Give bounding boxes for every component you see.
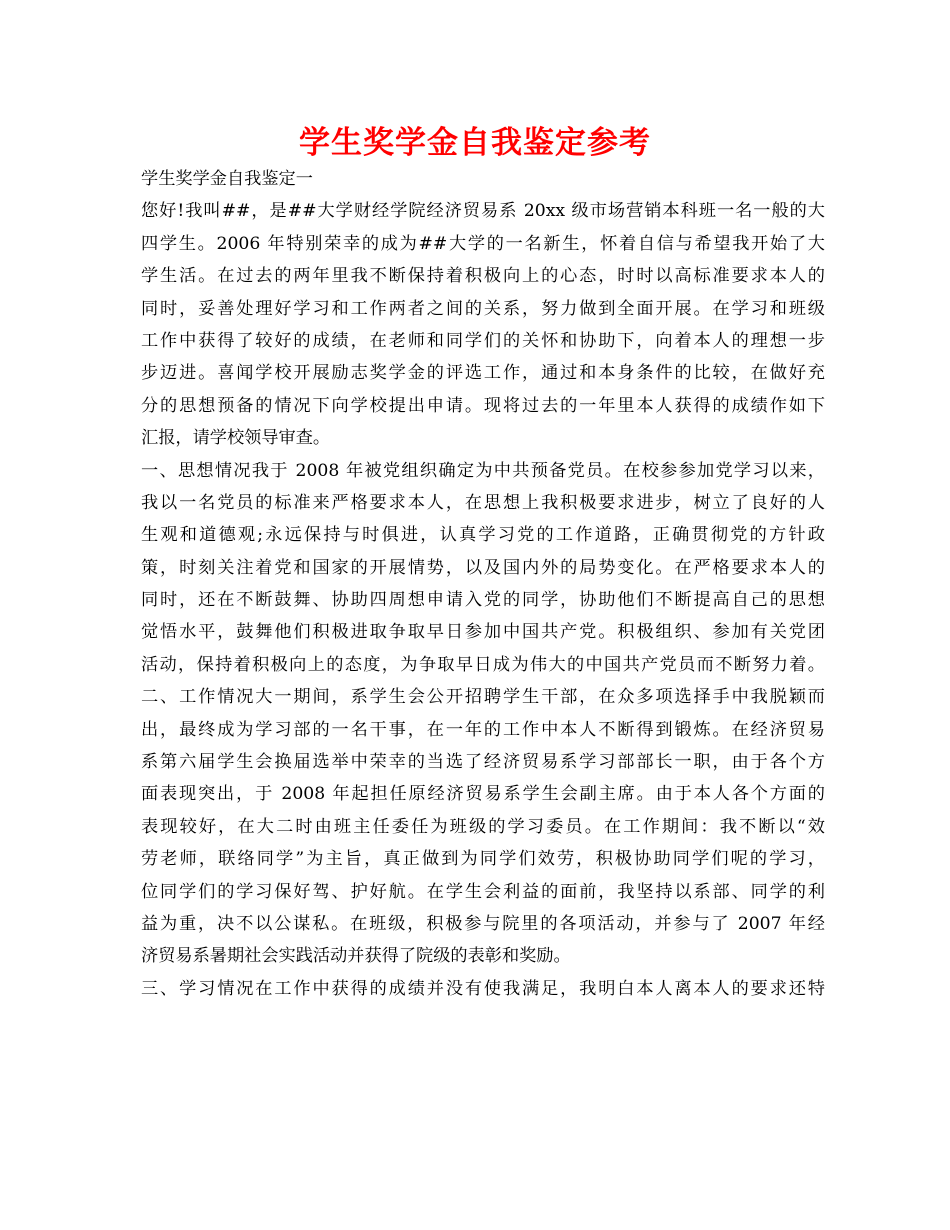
body-line: 工作中获得了较好的成绩，在老师和同学们的关怀和协助下，向着本人的理想一步 bbox=[141, 330, 825, 351]
body-line: 学生活。在过去的两年里我不断保持着积极向上的心态，时时以高标准要求本人的 bbox=[141, 266, 825, 287]
document-body bbox=[141, 163, 825, 1005]
body-line: 汇报，请学校领导审查。 bbox=[141, 428, 331, 449]
body-line: 系第六届学生会换届选举中荣幸的当选了经济贸易系学习部部长一职，由于各个方 bbox=[141, 752, 825, 773]
body-line: 分的思想预备的情况下向学校提出申请。现将过去的一年里本人获得的成绩作如下 bbox=[141, 395, 825, 416]
body-line: 四学生。2006 年特别荣幸的成为##大学的一名新生，怀着自信与希望我开始了大 bbox=[141, 233, 825, 254]
body-line: 位同学们的学习保好驾、护好航。在学生会利益的面前，我坚持以系部、同学的利 bbox=[141, 881, 825, 902]
body-line: 觉悟水平，鼓舞他们积极进取争取早日参加中国共产党。积极组织、参加有关党团 bbox=[141, 622, 825, 643]
body-line: 同时，妥善处理好学习和工作两者之间的关系，努力做到全面开展。在学习和班级 bbox=[141, 298, 825, 319]
body-line: 一、思想情况我于 2008 年被党组织确定为中共预备党员。在校参参加党学习以来， bbox=[141, 460, 825, 481]
body-line: 我以一名党员的标准来严格要求本人，在思想上我积极要求进步，树立了良好的人 bbox=[141, 492, 825, 513]
body-line: 学生奖学金自我鉴定一 bbox=[141, 169, 313, 189]
body-line: 活动，保持着积极向上的态度，为争取早日成为伟大的中国共产党员而不断努力着。 bbox=[141, 654, 825, 675]
body-line: 三、学习情况在工作中获得的成绩并没有使我满足，我明白本人离本人的要求还特 bbox=[141, 978, 825, 999]
body-line: 同时，还在不断鼓舞、协助四周想申请入党的同学，协助他们不断提高自己的思想 bbox=[141, 590, 825, 611]
body-line: 出，最终成为学习部的一名干事，在一年的工作中本人不断得到锻炼。在经济贸易 bbox=[141, 719, 825, 740]
body-line: 表现较好，在大二时由班主任委任为班级的学习委员。在工作期间：我不断以“效 bbox=[141, 816, 825, 837]
body-line: 面表现突出，于 2008 年起担任原经济贸易系学生会副主席。由于本人各个方面的 bbox=[141, 784, 825, 805]
body-line: 策，时刻关注着党和国家的开展情势，以及国内外的局势变化。在严格要求本人的 bbox=[141, 557, 825, 578]
body-line: 二、工作情况大一期间，系学生会公开招聘学生干部，在众多项选择手中我脱颖而 bbox=[141, 687, 825, 708]
body-line: 步迈进。喜闻学校开展励志奖学金的评选工作，通过和本身条件的比较，在做好充 bbox=[141, 363, 825, 384]
body-line: 益为重，决不以公谋私。在班级，积极参与院里的各项活动，并参与了 2007 年经 bbox=[141, 913, 825, 934]
body-line: 您好!我叫##，是##大学财经学院经济贸易系 20xx 级市场营销本科班一名一般的大 bbox=[141, 201, 825, 222]
body-line: 劳老师，联络同学”为主旨，真正做到为同学们效劳，积极协助同学们呢的学习， bbox=[141, 849, 825, 870]
body-line: 生观和道德观;永远保持与时俱进，认真学习党的工作道路，正确贯彻党的方针政 bbox=[141, 525, 825, 546]
document-title: 学生奖学金自我鉴定参考 bbox=[299, 125, 651, 161]
body-line: 济贸易系暑期社会实践活动并获得了院级的表彰和奖励。 bbox=[141, 946, 571, 967]
